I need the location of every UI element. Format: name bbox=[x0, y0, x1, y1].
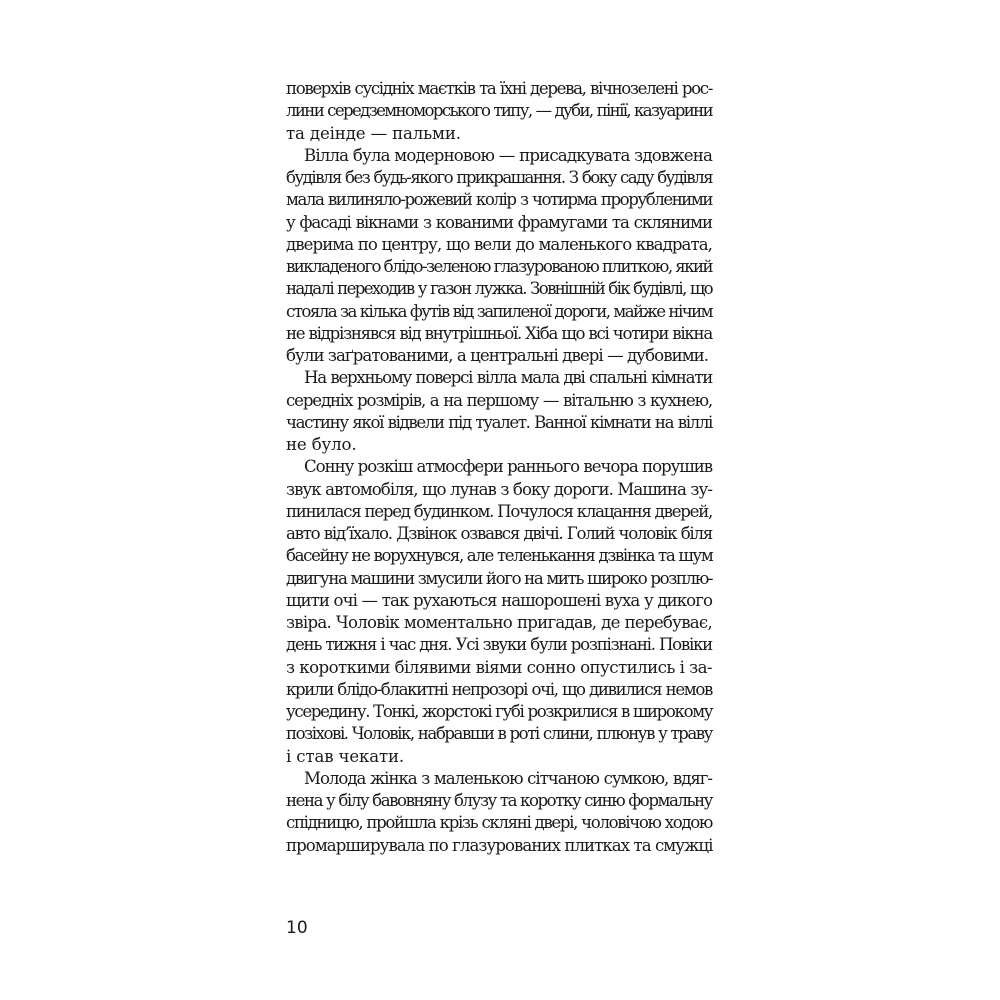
text-line: і став чекати. bbox=[286, 746, 405, 766]
paragraph bbox=[286, 367, 712, 456]
text-line: крили блідо-блакитні непрозорі очі, що дивилися немов bbox=[286, 679, 712, 699]
text-line: лини середземноморського типу, — дуби, пінії, казуарини bbox=[286, 101, 712, 121]
text-line: середніх розмірів, а на першому — вітальню з кухнею, bbox=[286, 390, 712, 410]
text-line: звіра. Чоловік моментально пригадав, де перебуває, bbox=[286, 613, 712, 632]
text-line: усередину. Тонкі, жорстокі губі розкрилися в широкому bbox=[286, 702, 713, 721]
text-line: нена у білу бавовняну блузу та коротку синю формальну bbox=[286, 791, 712, 810]
text-line: звук автомобіля, що лунав з боку дороги. Машина зу- bbox=[286, 479, 712, 499]
text-line: спідницю, пройшла крізь скляні двері, чоловічою ходою bbox=[286, 813, 712, 833]
text-line: не відрізнявся від внутрішньої. Хіба що всі чотири вікна bbox=[286, 323, 712, 343]
text-line: пинилася перед будинком. Почулося клацання дверей, bbox=[286, 501, 713, 521]
text-line: щити очі — так рухаються нашорошені вуха у дикого bbox=[286, 590, 712, 610]
text-line: не було. bbox=[286, 435, 357, 454]
text-line: викладеного блідо-зеленою глазурованою плиткою, який bbox=[286, 257, 713, 276]
paragraph bbox=[286, 768, 712, 857]
text-line: були заґратованими, а центральні двері — дубовими. bbox=[286, 346, 709, 365]
text-line: день тижня і час дня. Усі звуки були розпізнані. Повіки bbox=[286, 635, 712, 655]
text-line: Молода жінка з маленькою сітчаною сумкою, вдяг- bbox=[304, 768, 712, 788]
text-line: та деінде — пальми. bbox=[286, 123, 461, 143]
text-line: На верхньому поверсі вілла мала дві спальні кімнати bbox=[304, 368, 712, 388]
paragraph bbox=[286, 78, 712, 145]
text-line: дверима по центру, що вели до маленького квадрата, bbox=[286, 234, 712, 254]
text-line: авто від’їхало. Дзвінок озвався двічі. Голий чоловік біля bbox=[286, 524, 712, 543]
text-line: з короткими білявими віями сонно опустились і за- bbox=[286, 657, 712, 677]
text-line: Вілла була модерновою — присадкувата здовжена bbox=[304, 145, 712, 165]
text-line: мала вилиняло-рожевий колір з чотирма прорубленими bbox=[286, 190, 712, 210]
paragraph bbox=[286, 456, 712, 768]
text-line: будівля без будь-якого прикрашання. З боку саду будівля bbox=[286, 168, 712, 187]
text-line: позіхові. Чоловік, набравши в роті слини, плюнув у траву bbox=[286, 724, 712, 744]
text-line: надалі переходив у газон лужка. Зовнішній бік будівлі, що bbox=[286, 279, 712, 299]
text-line: стояла за кілька футів від запиленої дороги, майже нічим bbox=[286, 301, 712, 321]
text-line: басейну не ворухнувся, але теленькання дзвінка та шум bbox=[286, 546, 713, 566]
page-number: 10 bbox=[286, 918, 308, 938]
text-line: промарширувала по глазурованих плитках та смужці bbox=[286, 835, 713, 855]
text-line: поверхів сусідніх маєтків та їхні дерева, вічнозелені рос- bbox=[286, 79, 712, 98]
text-line: у фасаді вікнами з кованими фрамугами та скляними bbox=[286, 212, 712, 232]
text-line: частину якої відвели під туалет. Ванної кімнати на віллі bbox=[286, 412, 712, 432]
paragraph bbox=[286, 145, 712, 368]
text-line: Сонну розкіш атмосфери раннього вечора порушив bbox=[304, 457, 712, 477]
body-text bbox=[286, 78, 712, 857]
text-line: двигуна машини змусили його на мить широко розплю- bbox=[286, 568, 713, 588]
